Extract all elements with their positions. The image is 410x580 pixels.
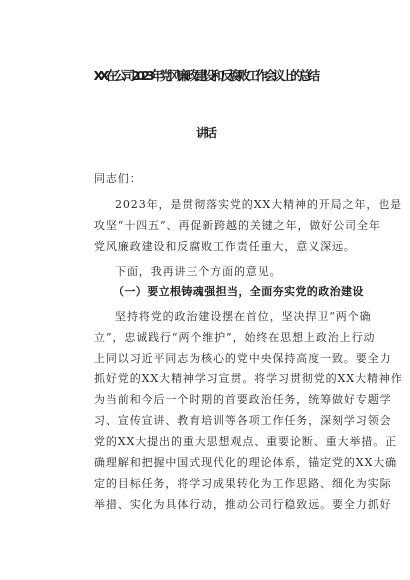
para1-line: 2023年，是贯彻落实党的XX大精神的开局之年，也是	[115, 198, 403, 211]
section1-line: 抓好党的XX大精神学习宣贯。将学习贯彻党的XX大精神作	[94, 372, 403, 385]
greeting: 同志们：	[94, 172, 142, 185]
section1-line: 坚持将党的政治建设摆在首位，坚决捍卫“两个确	[115, 310, 372, 323]
intro-paragraph: 下面，我再讲三个方面的意见。	[115, 265, 282, 278]
para1-line: 党风廉政建设和反腐败工作责任重大，意义深远。	[94, 240, 356, 253]
section1-line: 为当前和今后一个时期的首要政治任务，统筹做好专题学	[94, 393, 392, 406]
section1-line: 立”，忠诚践行“两个维护”，始终在思想上政治上行动	[94, 331, 376, 344]
section1-line: 举措、实化为具体行动，推动公司行稳致远。要全力抓好	[94, 498, 392, 511]
para1-line: 攻坚“十四五”、再促新跨越的关键之年，做好公司全年	[94, 219, 381, 232]
section1-line: 定的目标任务，将学习成果转化为工作思路、细化为实际	[94, 477, 392, 490]
section1-line: 确理解和把握中国式现代化的理论体系，锚定党的XX大确	[94, 456, 398, 469]
document-title-line2: 讲话	[195, 126, 214, 140]
section1-line: 党的XX大提出的重大思想观点、重要论断、重大举措。正	[94, 435, 398, 448]
section-heading: （一）要立根铸魂强担当，全面夯实党的政治建设	[113, 285, 364, 298]
document-title-line1: XX在公司2023年党风廉政建设和反腐败工作会议上的总结	[93, 68, 317, 83]
section1-line: 习、宣传宣讲、教育培训等各项工作任务，深刻学习领会	[94, 414, 392, 427]
section1-line: 上同以习近平同志为核心的党中央保持高度一致。要全力	[94, 352, 392, 365]
